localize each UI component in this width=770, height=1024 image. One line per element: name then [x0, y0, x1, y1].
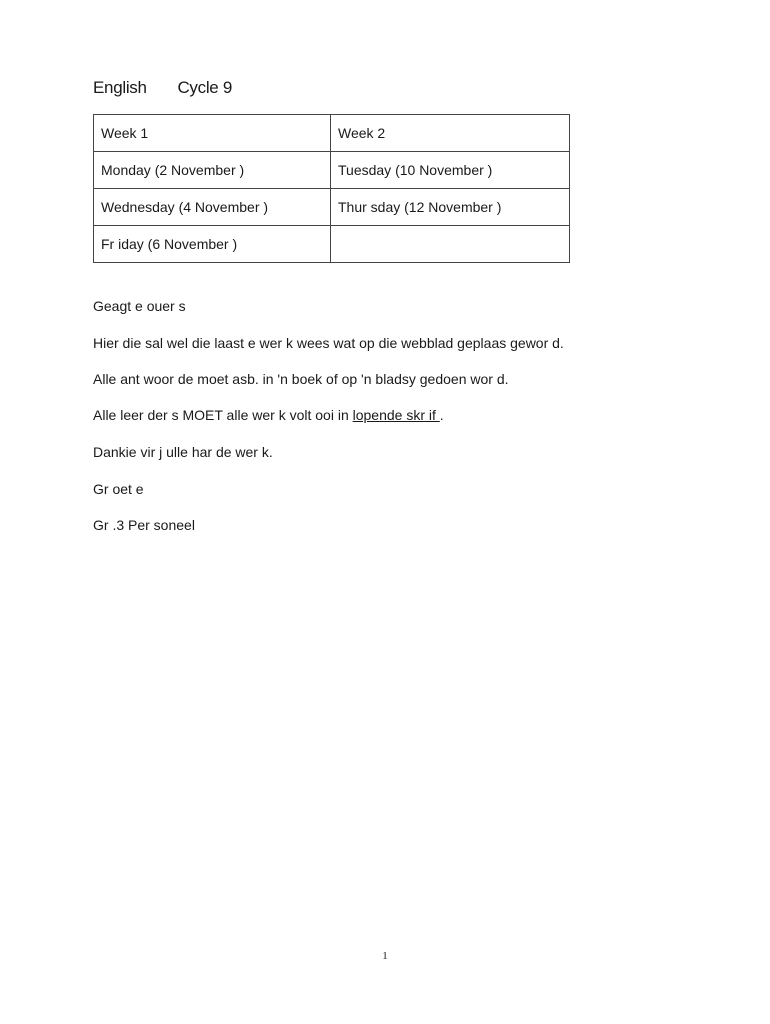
table-row	[94, 189, 570, 226]
schedule-table	[93, 114, 570, 263]
table-header-cell: Week 2	[331, 115, 570, 152]
table-row	[94, 152, 570, 189]
letter-paragraph	[93, 407, 444, 423]
table-cell: Wednesday (4 November )	[94, 189, 331, 226]
letter-paragraph: Alle ant woor de moet asb. in 'n boek of op 'n bladsy gedoen wor d.	[93, 371, 509, 387]
table-cell: Fr iday (6 November )	[94, 226, 331, 263]
underlined-text: lopende skr if	[352, 407, 440, 423]
cycle-label: Cycle 9	[177, 78, 233, 97]
table-header-row	[94, 115, 570, 152]
table-row	[94, 226, 570, 263]
letter-paragraph: Hier die sal wel die laast e wer k wees wat op die webblad geplaas gewor d.	[93, 335, 564, 351]
subject-label: English	[93, 78, 147, 97]
letter-greeting: Geagt e ouer s	[93, 298, 186, 314]
table-cell	[331, 226, 570, 263]
table-cell: Monday (2 November )	[94, 152, 331, 189]
table-cell: Tuesday (10 November )	[331, 152, 570, 189]
letter-closing: Gr oet e	[93, 481, 144, 497]
document-title	[93, 78, 232, 98]
letter-paragraph: Dankie vir j ulle har de wer k.	[93, 444, 273, 460]
page-number: 1	[382, 950, 388, 962]
table-cell: Thur sday (12 November )	[331, 189, 570, 226]
letter-signature: Gr .3 Per soneel	[93, 517, 195, 533]
table-header-cell: Week 1	[94, 115, 331, 152]
letter-text: Alle leer der s MOET alle wer k volt ooi in	[93, 407, 353, 423]
letter-text: .	[439, 407, 444, 423]
